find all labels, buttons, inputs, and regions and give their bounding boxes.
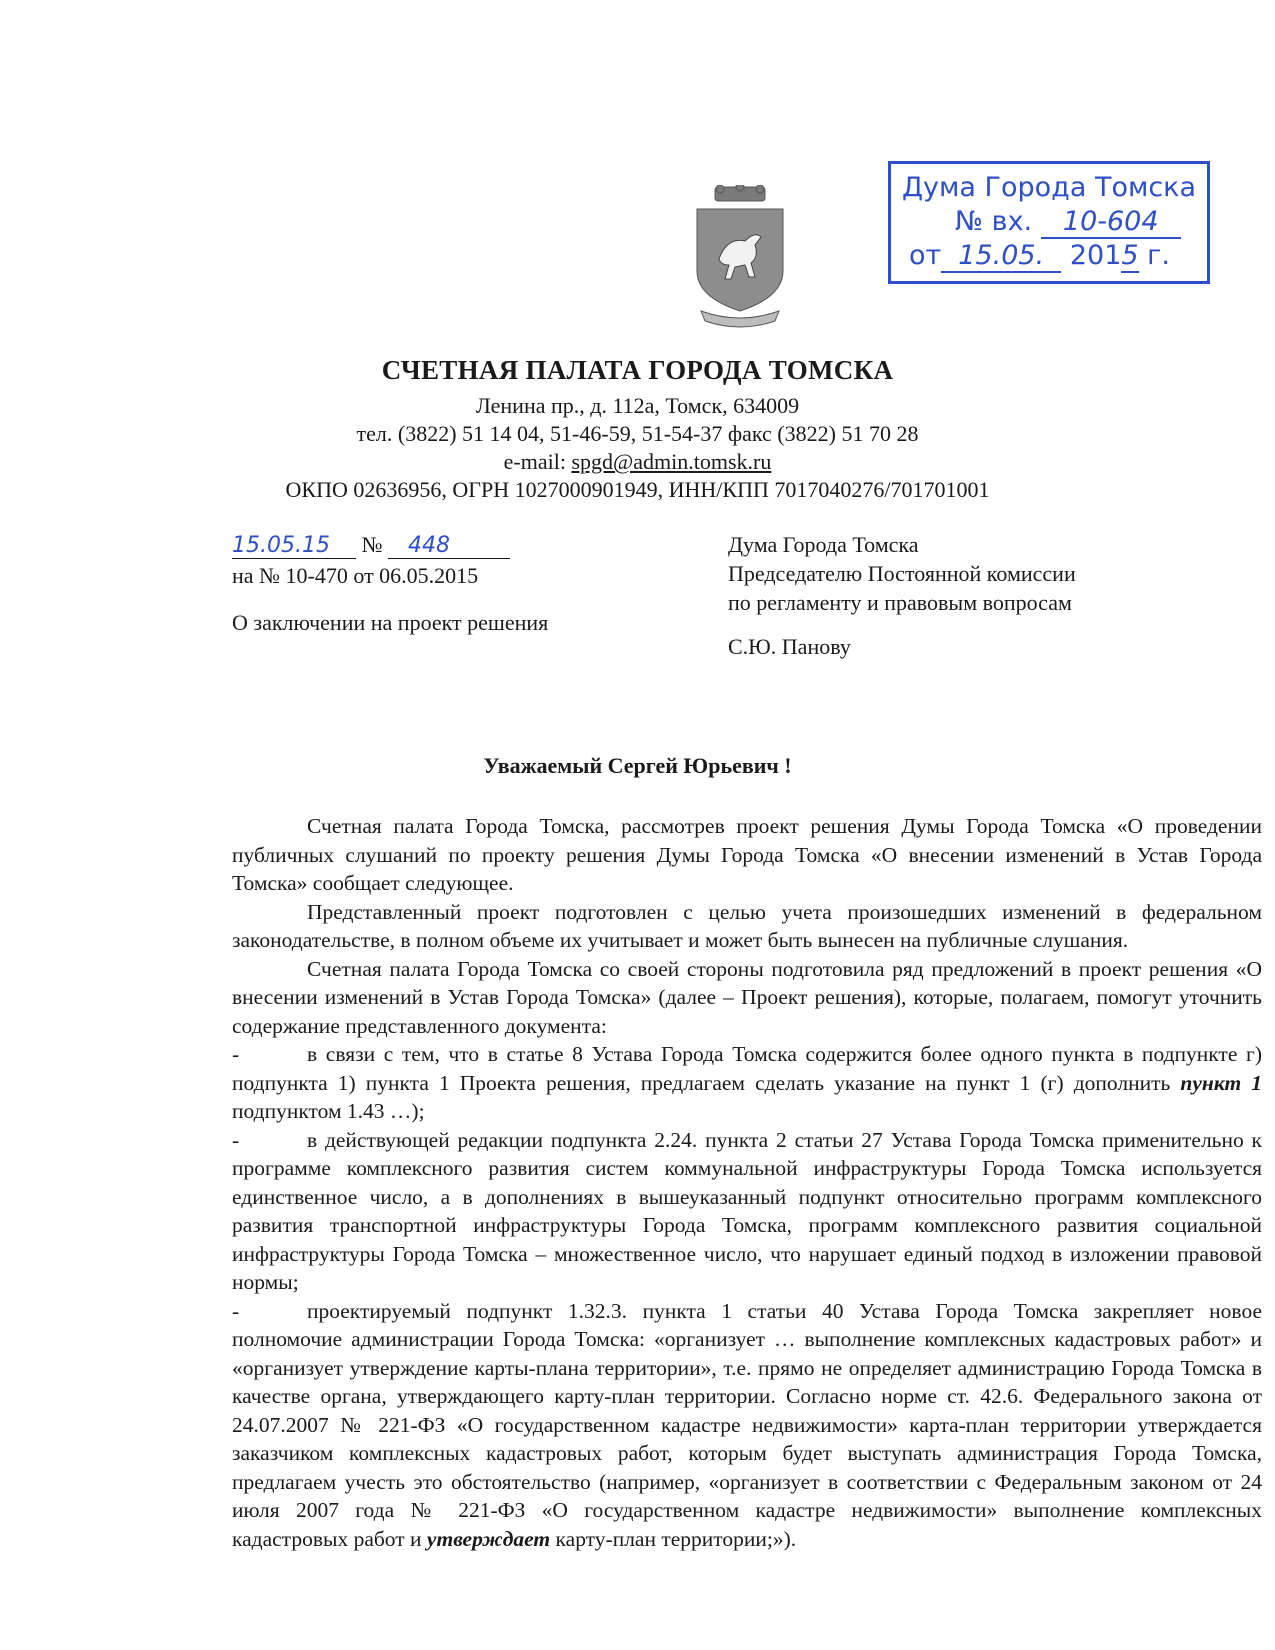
list-item-1-text-c: подпунктом 1.43 …); bbox=[232, 1099, 425, 1123]
list-item-1-text-a: в связи с тем, что в статье 8 Устава Города Томска содержится более одного пункта в подпункте г) подпункта 1) пункта 1 Проекта решения, предлагаем сделать указание на пункт 1 (г) дополнить bbox=[232, 1042, 1262, 1095]
stamp-date-line bbox=[909, 240, 1170, 273]
organization-phones: тел. (3822) 51 14 04, 51-46-59, 51-54-37 факс (3822) 51 70 28 bbox=[356, 421, 919, 446]
stamp-number-label: № вх. bbox=[955, 206, 1033, 237]
addressee-line-3: по регламенту и правовым вопросам bbox=[728, 590, 1072, 615]
reply-reference: на № 10-470 от 06.05.2015 bbox=[232, 563, 479, 588]
stamp-number-value: 10-604 bbox=[1041, 206, 1181, 239]
organization-codes: ОКПО 02636956, ОГРН 1027000901949, ИНН/КПП 7017040276/701701001 bbox=[285, 477, 990, 502]
list-item-1-emphasis: пункт 1 bbox=[1180, 1070, 1262, 1095]
incoming-registration-stamp bbox=[888, 161, 1210, 284]
list-item-3-text-c: карту-план территории;»). bbox=[550, 1526, 797, 1551]
body-paragraph-2: Представленный проект подготовлен с целью учета произошедших изменений в федеральном законодательстве, в полном объеме их учитывает и может быть вынесен на публичные слушания. bbox=[232, 899, 1262, 952]
list-item-2-text: в действующей редакции подпункта 2.24. пункта 2 статьи 27 Устава Города Томска применительно к программе комплексного развития систем коммунальной инфраструктуры Города Томска используется единственное число, а в дополнениях в вышеуказанный подпункт относительно программ комплексного развития транспортной инфраструктуры Города Томска, программ комплексного развития социальной инфраструктуры Города Томска – множественное число, что нарушает единый подход в изложении правовой нормы; bbox=[232, 1127, 1262, 1294]
stamp-year-hand: 5 bbox=[1121, 240, 1139, 271]
body-paragraph-3: Счетная палата Города Томска со своей стороны подготовила ряд предложений в проект решения «О внесении изменений в Устав Города Томска» (далее – Проект решения), которые, полагаем, помогут уточнить содержание представленного документа: bbox=[232, 956, 1262, 1038]
list-item-3-emphasis: утверждает bbox=[426, 1526, 551, 1551]
organization-address: Ленина пр., д. 112а, Томск, 634009 bbox=[475, 393, 800, 418]
letter-greeting: Уважаемый Сергей Юрьевич ! bbox=[483, 753, 792, 778]
stamp-year-suffix: г. bbox=[1147, 240, 1170, 271]
email-link[interactable]: spgd@admin.tomsk.ru bbox=[571, 449, 772, 474]
body-list-item-2 bbox=[232, 1126, 1262, 1297]
list-dash: - bbox=[232, 1042, 240, 1066]
stamp-title: Дума Города Томска bbox=[901, 172, 1197, 203]
addressee-line-2: Председателю Постоянной комиссии bbox=[728, 561, 1076, 586]
list-dash: - bbox=[232, 1298, 240, 1323]
stamp-year-prefix: 201 bbox=[1069, 240, 1122, 271]
organization-title: СЧЕТНАЯ ПАЛАТА ГОРОДА ТОМСКА bbox=[381, 355, 894, 385]
addressee-line-1: Дума Города Томска bbox=[728, 532, 919, 557]
stamp-date-value: 15.05. bbox=[941, 240, 1061, 273]
organization-email-line bbox=[0, 449, 1275, 475]
outgoing-number-line bbox=[232, 532, 510, 559]
list-item-3-text-a: проектируемый подпункт 1.32.3. пункта 1 статьи 40 Устава Города Томска закрепляет новое полномочие администрации Города Томска: «организует … выполнение комплексных кадастровых работ» и «организует утверждение карты-плана территории», т.е. прямо не определяет администрацию Города Томска в качестве органа, утверждающего карту-план территории. Согласно норме ст. 42.6. Федерального закона от 24.07.2007 № 221-ФЗ «О государственном кадастре недвижимости» карта-план территории утверждается заказчиком комплексных кадастровых работ, которым будет выступать администрация Города Томска, предлагаем учесть это обстоятельство (например, «организует в соответствии с Федеральным законом от 24 июля 2007 года № 221-ФЗ «О государственном кадастре недвижимости» выполнение комплексных кадастровых работ и bbox=[232, 1298, 1262, 1551]
letter-subject: О заключении на проект решения bbox=[232, 610, 549, 635]
body-paragraph-1: Счетная палата Города Томска, рассмотрев проект решения Думы Города Томска «О проведении публичных слушаний по проекту решения Думы Города Томска «О внесении изменений в Устав Города Томска» сообщает следующее. bbox=[232, 814, 1262, 895]
stamp-date-label: от bbox=[909, 240, 942, 271]
stamp-number-line bbox=[955, 206, 1181, 239]
coat-of-arms-emblem bbox=[685, 185, 795, 335]
outgoing-number-hand: 448 bbox=[408, 533, 450, 558]
addressee-name: С.Ю. Панову bbox=[728, 634, 851, 659]
email-label: e-mail: bbox=[503, 449, 566, 474]
letter-body bbox=[232, 812, 1262, 1553]
list-dash: - bbox=[232, 1127, 240, 1152]
body-list-item-3 bbox=[232, 1297, 1262, 1554]
body-list-item-1 bbox=[232, 1040, 1262, 1126]
outgoing-date-hand: 15.05.15 bbox=[232, 533, 330, 558]
outgoing-number-sign: № bbox=[361, 532, 383, 557]
